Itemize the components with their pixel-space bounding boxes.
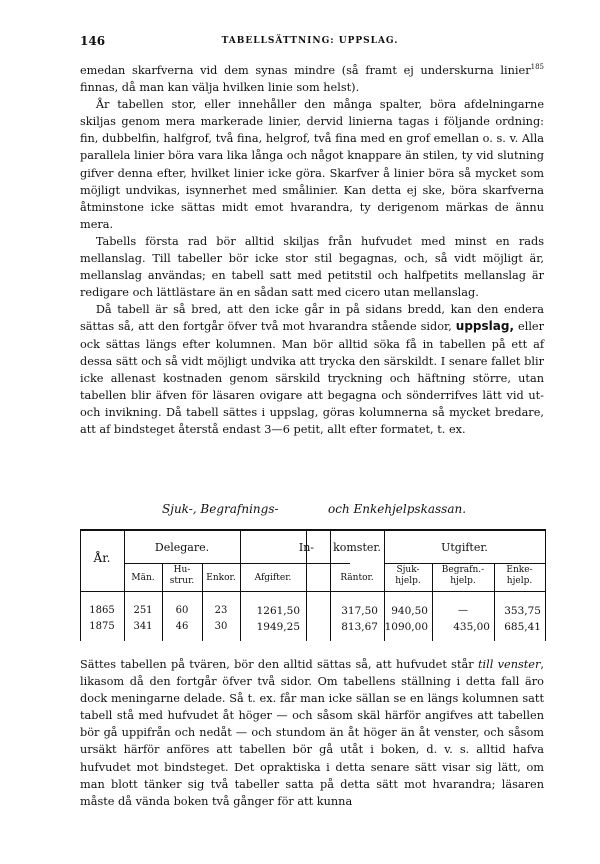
paragraph-2: År tabellen stor, eller innehåller den många spalter, böra afdelningarne skiljas genom mera markerade linier, dervid linierna tagas i följande ordning: fin, dubbelfin, halfgrof, två fina, helgrof, två fina med en grof emellan o. s. v. Alla parallela linier böra vara lika långa och något knappare än stilen, ty vid slutning gifver denna efter, hvilket linier icke göra. Skarfver å linier böra så mycket som möjligt undvikas, isynnerhet med smålinier. Kan detta ej ske, böra skarfverna åtminstone icke sättas midt emot hvarandra, ty derigenom märkas de ännu mera. [80,98,544,231]
row2-man: 341 [133,621,153,632]
header-mid-rule-left [124,563,350,564]
para5-emphasis: till venster [477,658,541,671]
paragraph-1 [80,62,544,96]
header-bottom-rule [80,591,546,592]
para4-part-b: eller ock sättas längs efter kolumnen. Man bör alltid söka få in tabellen på ett af dessa sätt och så vidt möjligt undvika att trycka den särskildt. I senare fallet blir icke allenast kostnaden genom särskild tryckning och häftning större, utan tabellen blir äfven för läsaren ovigare att begagna och sönderrifves lätt vid ut- och invikning. Då tabell sättes i uppslag, göras kolumnerna så mycket bredare, att af bindsteget återstå endast 3—6 petit, allt efter formatet, t. ex. [80,320,545,436]
sub-enke: Enke- hjelp. [506,565,533,586]
para1-line2b: finnas, då man kan välja hvilken linie som helst). [80,81,360,95]
row2-year: 1875 [89,621,115,632]
paragraph-5 [80,656,544,810]
row1-begrafn: — [458,605,468,616]
table-caption [80,502,544,520]
row2-hustrur: 46 [175,621,189,632]
header-year: År. [93,551,111,565]
text-block-lower [80,656,544,810]
para4-emphasis: uppslag, [455,319,515,334]
footnote-ref: 185 [530,63,544,72]
header-utgifter: Utgifter. [441,541,488,554]
table-right-rule [545,529,546,641]
row1-year: 1865 [89,605,115,616]
running-title: TABELLSÄTTNING: UPPSLAG. [221,36,399,46]
row2-rantor: 813,67 [341,621,378,633]
header-in: In- [298,541,314,554]
para4-part-a: Då tabell är så bred, att den icke går in på sidans bredd, kan den endera sättas så, att den fortgår öfver två mot hvarandra stående sidor, [80,303,544,334]
header-delegare: Delegare. [154,541,210,554]
row2-enke: 685,41 [504,621,541,633]
paragraph-4 [80,301,544,438]
caption-left: Sjuk-, Begrafnings- [162,502,279,516]
para1-line1: emedan skarfverna vid dem synas mindre (så framt ej underskurna [80,64,494,77]
row1-rantor: 317,50 [341,605,378,617]
sub-enkor: Enkor. [206,573,236,583]
row2-begrafn: 435,00 [453,621,490,633]
page-header [80,34,540,50]
row1-sjuk: 940,50 [391,605,428,617]
example-table [80,529,546,641]
row2-enkor: 30 [214,621,228,632]
row1-afgifter: 1261,50 [256,605,300,617]
table-top-rule [80,529,546,531]
sub-man: Män. [131,573,155,583]
row1-enkor: 23 [214,605,228,616]
para1-line2a: linier [500,64,531,77]
page-number: 146 [80,34,106,48]
text-block-upper [80,62,544,438]
paragraph-3: Tabells första rad bör alltid skiljas från hufvudet med minst en rads mellanslag. Till tabeller bör icke stor stil begagnas, och, så vidt möjligt är, mellanslag användas; en tabell satt med petitstil och halfpetits mellanslag är redigare och lättlästare än en sådan satt med cicero utan mellanslag. [80,234,544,300]
sub-afgifter: Afgifter. [254,573,292,583]
row1-enke: 353,75 [504,605,541,617]
row2-afgifter: 1949,25 [256,621,300,633]
row1-man: 251 [133,605,153,616]
sub-sjuk: Sjuk- hjelp. [395,565,421,586]
sub-begrafn: Begrafn.- hjelp. [441,565,485,586]
caption-right: och Enkehjelpskassan. [328,502,467,516]
row2-sjuk: 1090,00 [384,621,428,633]
para5-part-a: Sättes tabellen på tvären, bör den alltid sättas så, att hufvudet står [80,658,474,671]
header-mid-rule-right [384,563,546,564]
row1-hustrur: 60 [175,605,189,616]
para5-part-b: , likasom då den fortgår öfver två sidor. Om tabellens ställning i detta fall äro dock meningarne delade. Så t. ex. får man icke sällan se en längs kolumnen satt tabell stå med hufvudet åt höger — och såsom skäl härför angifves att tabellen bör gå uppifrån och nedåt — och stundom än åt höger än åt venster, och såsom ursäkt härför anföres att tabellen bör gå utåt i boken, d. v. s. alltid hafva hufvudet mot bindsteget. Det opraktiska i detta senare sätt visar sig lätt, om man blott tänker sig två tabeller satta på detta sätt mot hvarandra; läsaren måste då vända boken två gånger för att kunna [80,658,544,808]
sub-rantor: Räntor. [340,573,374,583]
header-komster: komster. [333,541,381,554]
sub-hustrur: Hu- strur. [169,565,195,586]
